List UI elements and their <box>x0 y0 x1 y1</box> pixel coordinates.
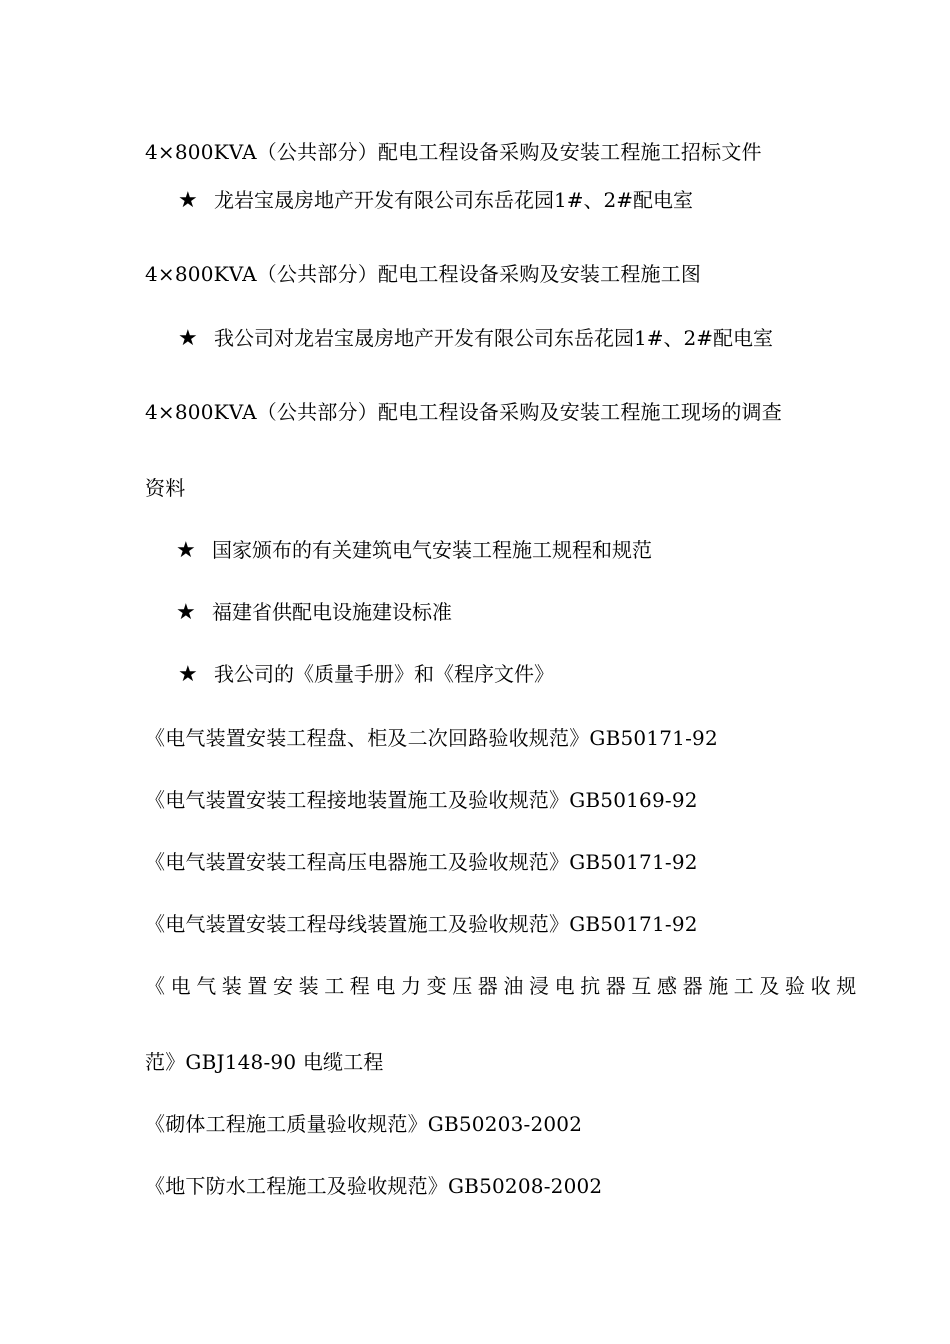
text-line-site-survey-continued: 4×800KVA（公共部分）配电工程设备采购及安装工程施工现场的调查 <box>145 400 782 424</box>
bullet-item-text: 福建省供配电设施建设标准 <box>212 600 452 624</box>
standard-line: 《砌体工程施工质量验收规范》GB50203-2002 <box>145 1112 583 1136</box>
bullet-item-text: 龙岩宝晟房地产开发有限公司东岳花园1#、2#配电室 <box>214 188 693 212</box>
standard-line: 《电气装置安装工程接地装置施工及验收规范》GB50169-92 <box>145 788 698 812</box>
standard-line: 《电气装置安装工程盘、柜及二次回路验收规范》GB50171-92 <box>145 726 718 750</box>
bullet-item-text: 我公司的《质量手册》和《程序文件》 <box>214 662 554 686</box>
standard-line: 《地下防水工程施工及验收规范》GB50208-2002 <box>145 1174 603 1198</box>
star-bullet-icon: ★ <box>176 538 196 563</box>
text-line-tender-document: 4×800KVA（公共部分）配电工程设备采购及安装工程施工招标文件 <box>145 140 762 164</box>
bullet-item-national-codes <box>176 538 652 563</box>
bullet-item-text: 国家颁布的有关建筑电气安装工程施工规程和规范 <box>212 538 652 562</box>
text-line-construction-drawings: 4×800KVA（公共部分）配电工程设备采购及安装工程施工图 <box>145 262 702 286</box>
bullet-item-distribution-room <box>178 188 693 213</box>
bullet-item-site-survey <box>178 326 773 351</box>
standard-line-transformer-continued: 范》GBJ148-90 电缆工程 <box>145 1050 384 1074</box>
star-bullet-icon: ★ <box>178 188 198 213</box>
bullet-item-fujian-standard <box>176 600 452 625</box>
bullet-item-quality-manual <box>178 662 554 687</box>
star-bullet-icon: ★ <box>178 326 198 351</box>
bullet-item-text: 我公司对龙岩宝晟房地产开发有限公司东岳花园1#、2#配电室 <box>214 326 773 350</box>
standard-line: 《电气装置安装工程高压电器施工及验收规范》GB50171-92 <box>145 850 698 874</box>
text-line-materials: 资料 <box>145 476 186 500</box>
star-bullet-icon: ★ <box>176 600 196 625</box>
standard-line: 《电气装置安装工程母线装置施工及验收规范》GB50171-92 <box>145 912 698 936</box>
standard-line-transformer: 《电气装置安装工程电力变压器油浸电抗器互感器施工及验收规 <box>145 974 862 998</box>
star-bullet-icon: ★ <box>178 662 198 687</box>
